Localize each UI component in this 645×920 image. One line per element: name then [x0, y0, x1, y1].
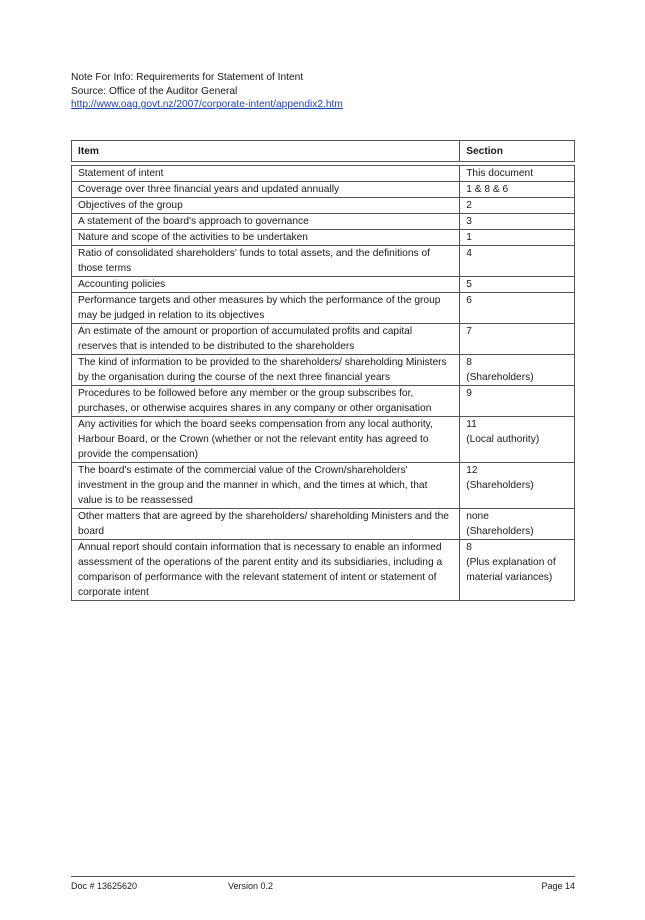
table-row — [72, 214, 575, 230]
section-line: 3 — [466, 216, 472, 227]
section-line: 4 — [466, 248, 472, 259]
section-line: 1 & 8 & 6 — [466, 184, 509, 195]
section-line: (Local authority) — [466, 434, 540, 445]
section-line: (Plus explanation of material variances) — [466, 557, 556, 583]
section-cell — [460, 230, 575, 246]
item-cell: Annual report should contain information that is necessary to enable an informed assessment of the operations of the parent entity and its subsidiaries, including a comparison of performance with the relevant statement of intent or statement of corporate intent — [72, 540, 460, 601]
section-cell — [460, 417, 575, 463]
footer-page-number: Page 14 — [541, 881, 575, 891]
source-link[interactable]: http://www.oag.govt.nz/2007/corporate-intent/appendix2.htm — [71, 99, 343, 110]
header-item: Item — [72, 141, 460, 162]
note-title: Note For Info: Requirements for Statement of Intent — [71, 72, 304, 83]
section-line: (Shareholders) — [466, 526, 534, 537]
table-row — [72, 293, 575, 324]
section-cell — [460, 198, 575, 214]
section-cell — [460, 355, 575, 386]
source-note — [71, 71, 343, 112]
footer-version: Version 0.2 — [228, 881, 274, 891]
table-row — [72, 386, 575, 417]
section-line: 8 — [466, 357, 472, 368]
section-cell — [460, 463, 575, 509]
table-body — [72, 162, 575, 601]
item-cell: The kind of information to be provided to the shareholders/ shareholding Ministers by the organisation during the course of the next three financial years — [72, 355, 460, 386]
table-row — [72, 182, 575, 198]
section-cell — [460, 214, 575, 230]
section-line: This document — [466, 168, 534, 179]
section-line: 9 — [466, 388, 472, 399]
section-line: (Shareholders) — [466, 372, 534, 383]
header-section: Section — [460, 141, 575, 162]
item-cell: Procedures to be followed before any member or the group subscribes for, purchases, or otherwise acquires shares in any company or other organisation — [72, 386, 460, 417]
item-cell: Any activities for which the board seeks compensation from any local authority, Harbour Board, or the Crown (whether or not the relevant entity has agreed to provide the compensation) — [72, 417, 460, 463]
item-cell: Ratio of consolidated shareholders' funds to total assets, and the definitions of those terms — [72, 246, 460, 277]
table-row — [72, 417, 575, 463]
section-cell — [460, 246, 575, 277]
section-line: 2 — [466, 200, 472, 211]
section-cell — [460, 293, 575, 324]
section-cell — [460, 277, 575, 293]
table-row — [72, 277, 575, 293]
page-footer — [71, 876, 575, 895]
section-line: (Shareholders) — [466, 480, 534, 491]
table-row — [72, 509, 575, 540]
section-line: 5 — [466, 279, 472, 290]
footer-doc-number: Doc # 13625620 — [71, 881, 138, 891]
section-cell — [460, 182, 575, 198]
section-line: 1 — [466, 232, 472, 243]
item-cell: Coverage over three financial years and updated annually — [72, 182, 460, 198]
section-cell — [460, 509, 575, 540]
section-line: 7 — [466, 326, 472, 337]
item-cell: The board's estimate of the commercial value of the Crown/shareholders' investment in the group and the manner in which, and the times at which, that value is to be reassessed — [72, 463, 460, 509]
table-row — [72, 463, 575, 509]
table-row — [72, 355, 575, 386]
table-header-row — [72, 141, 575, 162]
note-source: Source: Office of the Auditor General — [71, 85, 238, 97]
item-cell: Accounting policies — [72, 277, 460, 293]
table-row — [72, 166, 575, 182]
item-cell: Statement of intent — [72, 166, 460, 182]
section-cell — [460, 540, 575, 601]
section-cell — [460, 324, 575, 355]
table-row — [72, 540, 575, 601]
table-row — [72, 324, 575, 355]
table-row — [72, 198, 575, 214]
section-line: 8 — [466, 542, 472, 553]
item-cell: Nature and scope of the activities to be undertaken — [72, 230, 460, 246]
table-row — [72, 246, 575, 277]
item-cell: Performance targets and other measures by which the performance of the group may be judged in relation to its objectives — [72, 293, 460, 324]
table-row — [72, 230, 575, 246]
item-cell: An estimate of the amount or proportion of accumulated profits and capital reserves that is intended to be distributed to the shareholders — [72, 324, 460, 355]
requirements-table — [71, 140, 575, 601]
section-line: none — [466, 511, 489, 522]
item-cell: A statement of the board's approach to governance — [72, 214, 460, 230]
section-line: 12 — [466, 465, 478, 476]
item-cell: Objectives of the group — [72, 198, 460, 214]
section-line: 6 — [466, 295, 472, 306]
section-cell — [460, 386, 575, 417]
section-cell — [460, 166, 575, 182]
section-line: 11 — [466, 419, 477, 430]
item-cell: Other matters that are agreed by the shareholders/ shareholding Ministers and the board — [72, 509, 460, 540]
